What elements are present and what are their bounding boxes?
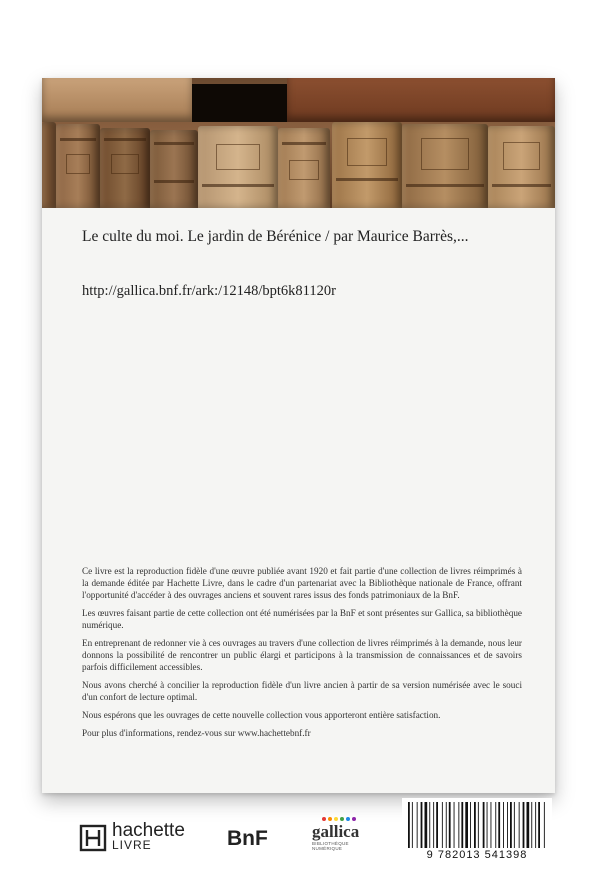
barcode-bar (436, 802, 438, 848)
barcode-bar (483, 802, 485, 848)
paragraph: Les œuvres faisant partie de cette collection ont été numérisées par la BnF et sont présentes sur Gallica, sa bibliothèque numérique. (82, 608, 522, 630)
book-spine (56, 124, 100, 208)
paragraph: Nous avons cherché à concilier la reproduction fidèle d'un livre ancien à partir de sa version numérisée avec le souci d'un confort de lecture optimal. (82, 680, 522, 702)
top-book-left (42, 78, 192, 122)
paragraph: Ce livre est la reproduction fidèle d'une œuvre publiée avant 1920 et fait partie d'une collection de livres réimprimés à la demande éditée par Hachette Livre, dans le cadre d'un partenariat avec la Bibliothèque nationale de France, offrant l'opportunité d'accéder à des ouvrages anciens et souvent rares issus des fonds patrimoniaux de la BnF. (82, 566, 522, 600)
barcode-bar (527, 802, 530, 848)
book-spine (150, 130, 198, 208)
hachette-livre: LIVRE (112, 838, 152, 852)
shadow-gap (192, 84, 287, 122)
top-book-right (287, 78, 555, 122)
barcode-bar (425, 802, 428, 848)
paragraph: Pour plus d'informations, rendez-vous sur www.hachettebnf.fr (82, 728, 311, 738)
barcode-bar (474, 802, 476, 848)
barcode-bar (507, 802, 508, 848)
book-title: Le culte du moi. Le jardin de Bérénice / par Maurice Barrès,... (82, 228, 469, 245)
hachette-logo-icon (80, 825, 106, 851)
hachette-logo (80, 820, 185, 853)
barcode-bar (498, 802, 500, 848)
book-spine (402, 124, 488, 208)
barcode-bar (461, 802, 463, 848)
hachette-name: hachette (112, 820, 185, 841)
barcode-bar (503, 802, 504, 848)
barcode-bar (446, 802, 447, 848)
isbn-number: 9 782013 541398 (426, 849, 528, 861)
barcode-bar (535, 802, 536, 848)
publisher-logos (80, 820, 380, 863)
book-back-cover (42, 78, 555, 861)
paragraph: En entreprenant de redonner vie à ces ouvrages au travers d'une collection de livres réimprimés à la demande, nous leur donnons la possibilité de rencontrer un public élargi et participons à la transmission de connaissances et de savoirs parfois difficilement accessibles. (82, 638, 522, 672)
barcode-bar (538, 802, 540, 848)
barcode (402, 798, 552, 870)
barcode-bar (531, 802, 532, 848)
barcode-bar (417, 802, 418, 848)
barcode-bar (495, 802, 496, 848)
barcode-bar (458, 802, 459, 848)
barcode-bar (449, 802, 451, 848)
book-spine (332, 122, 402, 208)
barcode-bar (514, 802, 515, 848)
old-books-photo (42, 78, 555, 208)
book-spine (198, 126, 278, 208)
barcode-bar (478, 802, 479, 848)
barcode-bar (487, 802, 488, 848)
book-spine (100, 128, 150, 208)
bnf-logo: BnF (227, 827, 268, 850)
barcode-bar (421, 802, 423, 848)
cover-content (42, 208, 555, 861)
book-spine (42, 122, 56, 208)
paragraph: Nous espérons que les ouvrages de cette nouvelle collection vous apporteront entière satisfaction. (82, 710, 441, 720)
barcode-bar (408, 802, 410, 848)
book-spine (488, 126, 555, 208)
barcode-icon (406, 802, 548, 848)
barcode-bar (544, 802, 545, 848)
barcode-bar (510, 802, 512, 848)
barcode-bar (433, 802, 434, 848)
barcode-bar (491, 802, 492, 848)
description (82, 565, 522, 745)
barcode-bar (412, 802, 413, 848)
book-spine (278, 128, 330, 208)
barcode-bar (519, 802, 520, 848)
barcode-bar (523, 802, 525, 848)
barcode-bar (429, 802, 430, 848)
barcode-bar (454, 802, 455, 848)
barcode-bar (470, 802, 471, 848)
gallica-name: gallica (312, 822, 360, 841)
gallica-dots (322, 817, 356, 821)
gallica-url: http://gallica.bnf.fr/ark:/12148/bpt6k81120r (82, 283, 336, 299)
gallica-logo (312, 823, 380, 851)
gallica-subtitle: BIBLIOTHÈQUE NUMÉRIQUE (312, 841, 349, 851)
barcode-bar (465, 802, 468, 848)
barcode-bar (442, 802, 443, 848)
